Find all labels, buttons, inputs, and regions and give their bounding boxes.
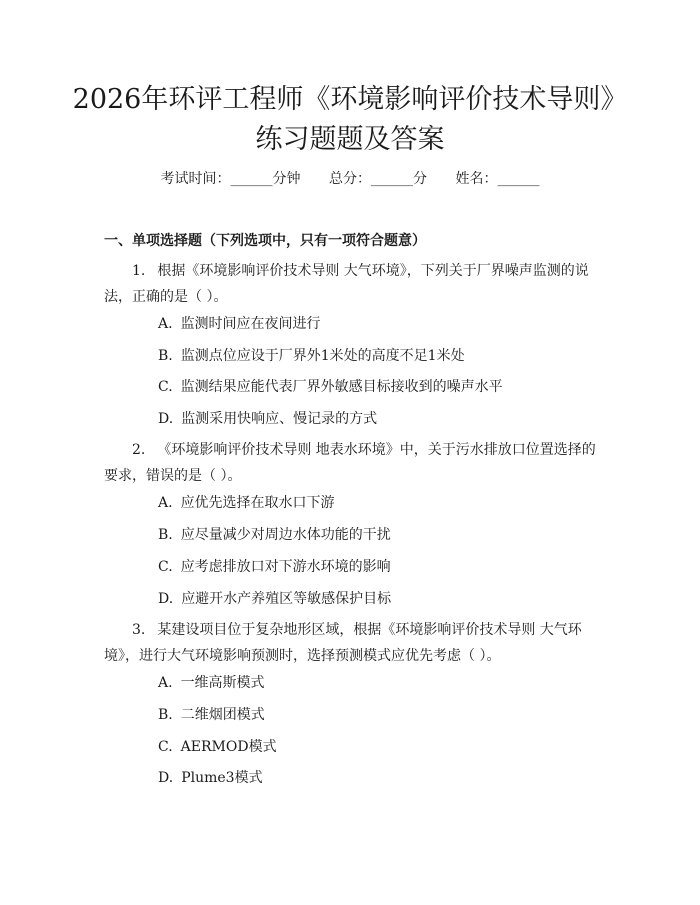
option-text: 应避开水产养殖区等敏感保护目标 [181, 591, 392, 607]
option-text: 监测结果应能代表厂界外敏感目标接收到的噪声水平 [180, 379, 503, 395]
question-text: 《环境影响评价技术导则 地表水环境》中，关于污水排放口位置选择的要求，错误的是（ ）。 [104, 442, 596, 484]
document-title: 2026年环评工程师《环境影响评价技术导则》练习题题及答案 [72, 84, 628, 155]
question-2-option-a [158, 493, 335, 513]
question-1-option-b [158, 346, 465, 366]
question-1-option-d [158, 409, 377, 429]
option-letter: D. [158, 411, 174, 427]
question-1-option-c [158, 377, 503, 397]
option-text: Plume3模式 [181, 770, 263, 786]
question-3-option-d [158, 768, 263, 788]
option-letter: C. [158, 559, 173, 575]
total-score: 总分：______分 [329, 171, 427, 187]
option-letter: B. [158, 348, 173, 364]
question-3 [104, 617, 596, 669]
question-1-option-a [158, 314, 321, 334]
option-text: 应优先选择在取水口下游 [180, 495, 335, 511]
question-2-option-d [158, 589, 391, 609]
question-number: 1. [132, 263, 146, 279]
option-text: 应考虑排放口对下游水环境的影响 [180, 559, 391, 575]
student-name: 姓名：______ [455, 171, 540, 187]
option-letter: A. [158, 495, 173, 511]
section-heading: 一、单项选择题（下列选项中，只有一项符合题意） [104, 233, 426, 249]
option-text: 应尽量减少对周边水体功能的干扰 [180, 527, 391, 543]
option-text: 监测时间应在夜间进行 [180, 316, 321, 332]
question-number: 2. [132, 442, 146, 458]
question-1 [104, 258, 596, 310]
option-letter: A. [158, 316, 173, 332]
option-letter: C. [158, 739, 173, 755]
option-text: 二维烟团模式 [180, 707, 265, 723]
option-text: 一维高斯模式 [180, 675, 265, 691]
option-letter: B. [158, 707, 173, 723]
question-2-option-c [158, 557, 391, 577]
option-letter: D. [158, 591, 174, 607]
question-3-option-a [158, 673, 265, 693]
question-text: 某建设项目位于复杂地形区域，根据《环境影响评价技术导则 大气环境》，进行大气环境影响预测时，选择预测模式应优先考虑（ ）。 [104, 622, 582, 664]
question-2 [104, 437, 596, 489]
question-text: 根据《环境影响评价技术导则 大气环境》，下列关于厂界噪声监测的说法，正确的是（ ）。 [104, 263, 589, 305]
option-letter: A. [158, 675, 173, 691]
option-text: 监测采用快响应、慢记录的方式 [181, 411, 378, 427]
question-2-option-b [158, 525, 391, 545]
option-letter: D. [158, 770, 174, 786]
question-3-option-b [158, 705, 265, 725]
question-number: 3. [132, 622, 146, 638]
option-text: 监测点位应设于厂界外1米处的高度不足1米处 [180, 348, 465, 364]
exam-time: 考试时间：______分钟 [160, 171, 301, 187]
option-text: AERMOD模式 [180, 739, 277, 755]
question-3-option-c [158, 737, 277, 757]
option-letter: C. [158, 379, 173, 395]
option-letter: B. [158, 527, 173, 543]
exam-meta [0, 168, 700, 188]
